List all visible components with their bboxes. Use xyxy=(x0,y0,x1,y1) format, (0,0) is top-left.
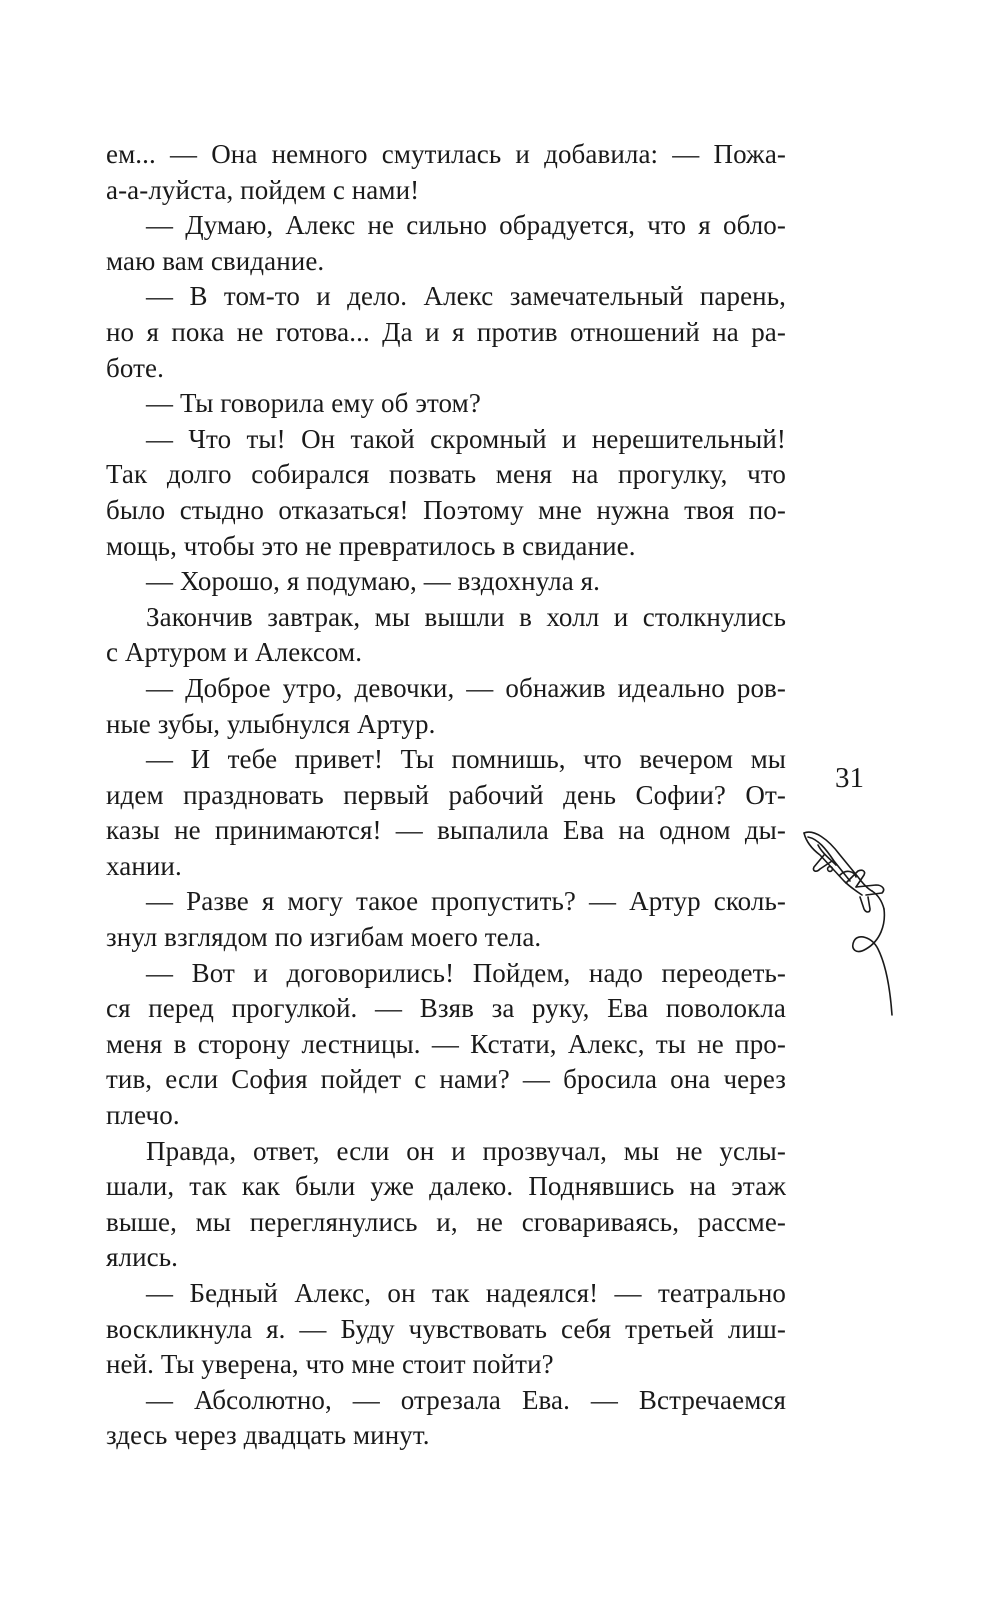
text-line: — Разве я могу такое пропустить? — Артур сколь- xyxy=(146,886,786,917)
text-line: воскликнула я. — Буду чувствовать себя третьей лиш- xyxy=(106,1313,786,1344)
text-line: хании. xyxy=(106,850,182,881)
text-line: Закончив завтрак, мы вышли в холл и столкнулись xyxy=(146,601,786,632)
text-line: с Артуром и Алексом. xyxy=(106,637,363,668)
text-line: — Думаю, Алекс не сильно обрадуется, что я обло- xyxy=(146,210,786,241)
text-line: плечо. xyxy=(106,1100,180,1131)
text-line: маю вам свидание. xyxy=(106,245,325,276)
text-line: выше, мы переглянулись и, не сговариваясь, рассме- xyxy=(106,1206,786,1237)
text-line: знул взглядом по изгибам моего тела. xyxy=(106,922,542,953)
text-line: меня в сторону лестницы. — Кстати, Алекс, ты не про- xyxy=(106,1028,786,1059)
text-line: Так долго собирался позвать меня на прогулку, что xyxy=(106,459,786,490)
text-line: — И тебе привет! Ты помнишь, что вечером мы xyxy=(146,744,786,775)
text-line: — Что ты! Он такой скромный и нерешительный! xyxy=(146,423,786,454)
text-line: Правда, ответ, если он и прозвучал, мы не услы- xyxy=(146,1135,786,1166)
text-line: ся перед прогулкой. — Взяв за руку, Ева поволокла xyxy=(106,993,786,1024)
text-line: ялись. xyxy=(106,1242,178,1273)
body-text xyxy=(106,137,786,1454)
text-line: ные зубы, улыбнулся Артур. xyxy=(106,708,436,739)
text-line: — Бедный Алекс, он так надеялся! — театрально xyxy=(146,1278,786,1308)
page-number: 31 xyxy=(835,762,864,794)
text-line: — В том-то и дело. Алекс замечательный парень, xyxy=(146,281,786,312)
text-line: боте. xyxy=(106,352,164,383)
text-line: здесь через двадцать минут. xyxy=(106,1420,430,1451)
text-line: мощь, чтобы это не превратилось в свидание. xyxy=(106,530,636,561)
text-line: — Хорошо, я подумаю, — вздохнула я. xyxy=(146,566,600,597)
text-line: — Доброе утро, девочки, — обнажив идеально ров- xyxy=(146,672,786,703)
text-line: казы не принимаются! — выпалила Ева на одном ды- xyxy=(106,815,786,846)
text-line: а-а-луйста, пойдем с нами! xyxy=(106,174,420,205)
text-line: шали, так как были уже далеко. Поднявшись на этаж xyxy=(106,1171,786,1202)
text-line: тив, если София пойдет с нами? — бросила она через xyxy=(106,1064,786,1095)
text-line: идем праздновать первый рабочий день Софии? От- xyxy=(106,779,786,810)
text-line: — Ты говорила ему об этом? xyxy=(146,388,481,419)
airplane-swirl-icon xyxy=(800,825,910,1025)
text-line: было стыдно отказаться! Поэтому мне нужна твоя по- xyxy=(106,494,786,525)
text-line: но я пока не готова... Да и я против отношений на ра- xyxy=(106,316,786,347)
text-line: — Вот и договорились! Пойдем, надо переодеть- xyxy=(146,957,786,988)
text-line: ней. Ты уверена, что мне стоит пойти? xyxy=(106,1349,554,1380)
text-line: — Абсолютно, — отрезала Ева. — Встречаемся xyxy=(146,1384,786,1415)
text-line: ем... — Она немного смутилась и добавила: — Пожа- xyxy=(106,139,786,169)
